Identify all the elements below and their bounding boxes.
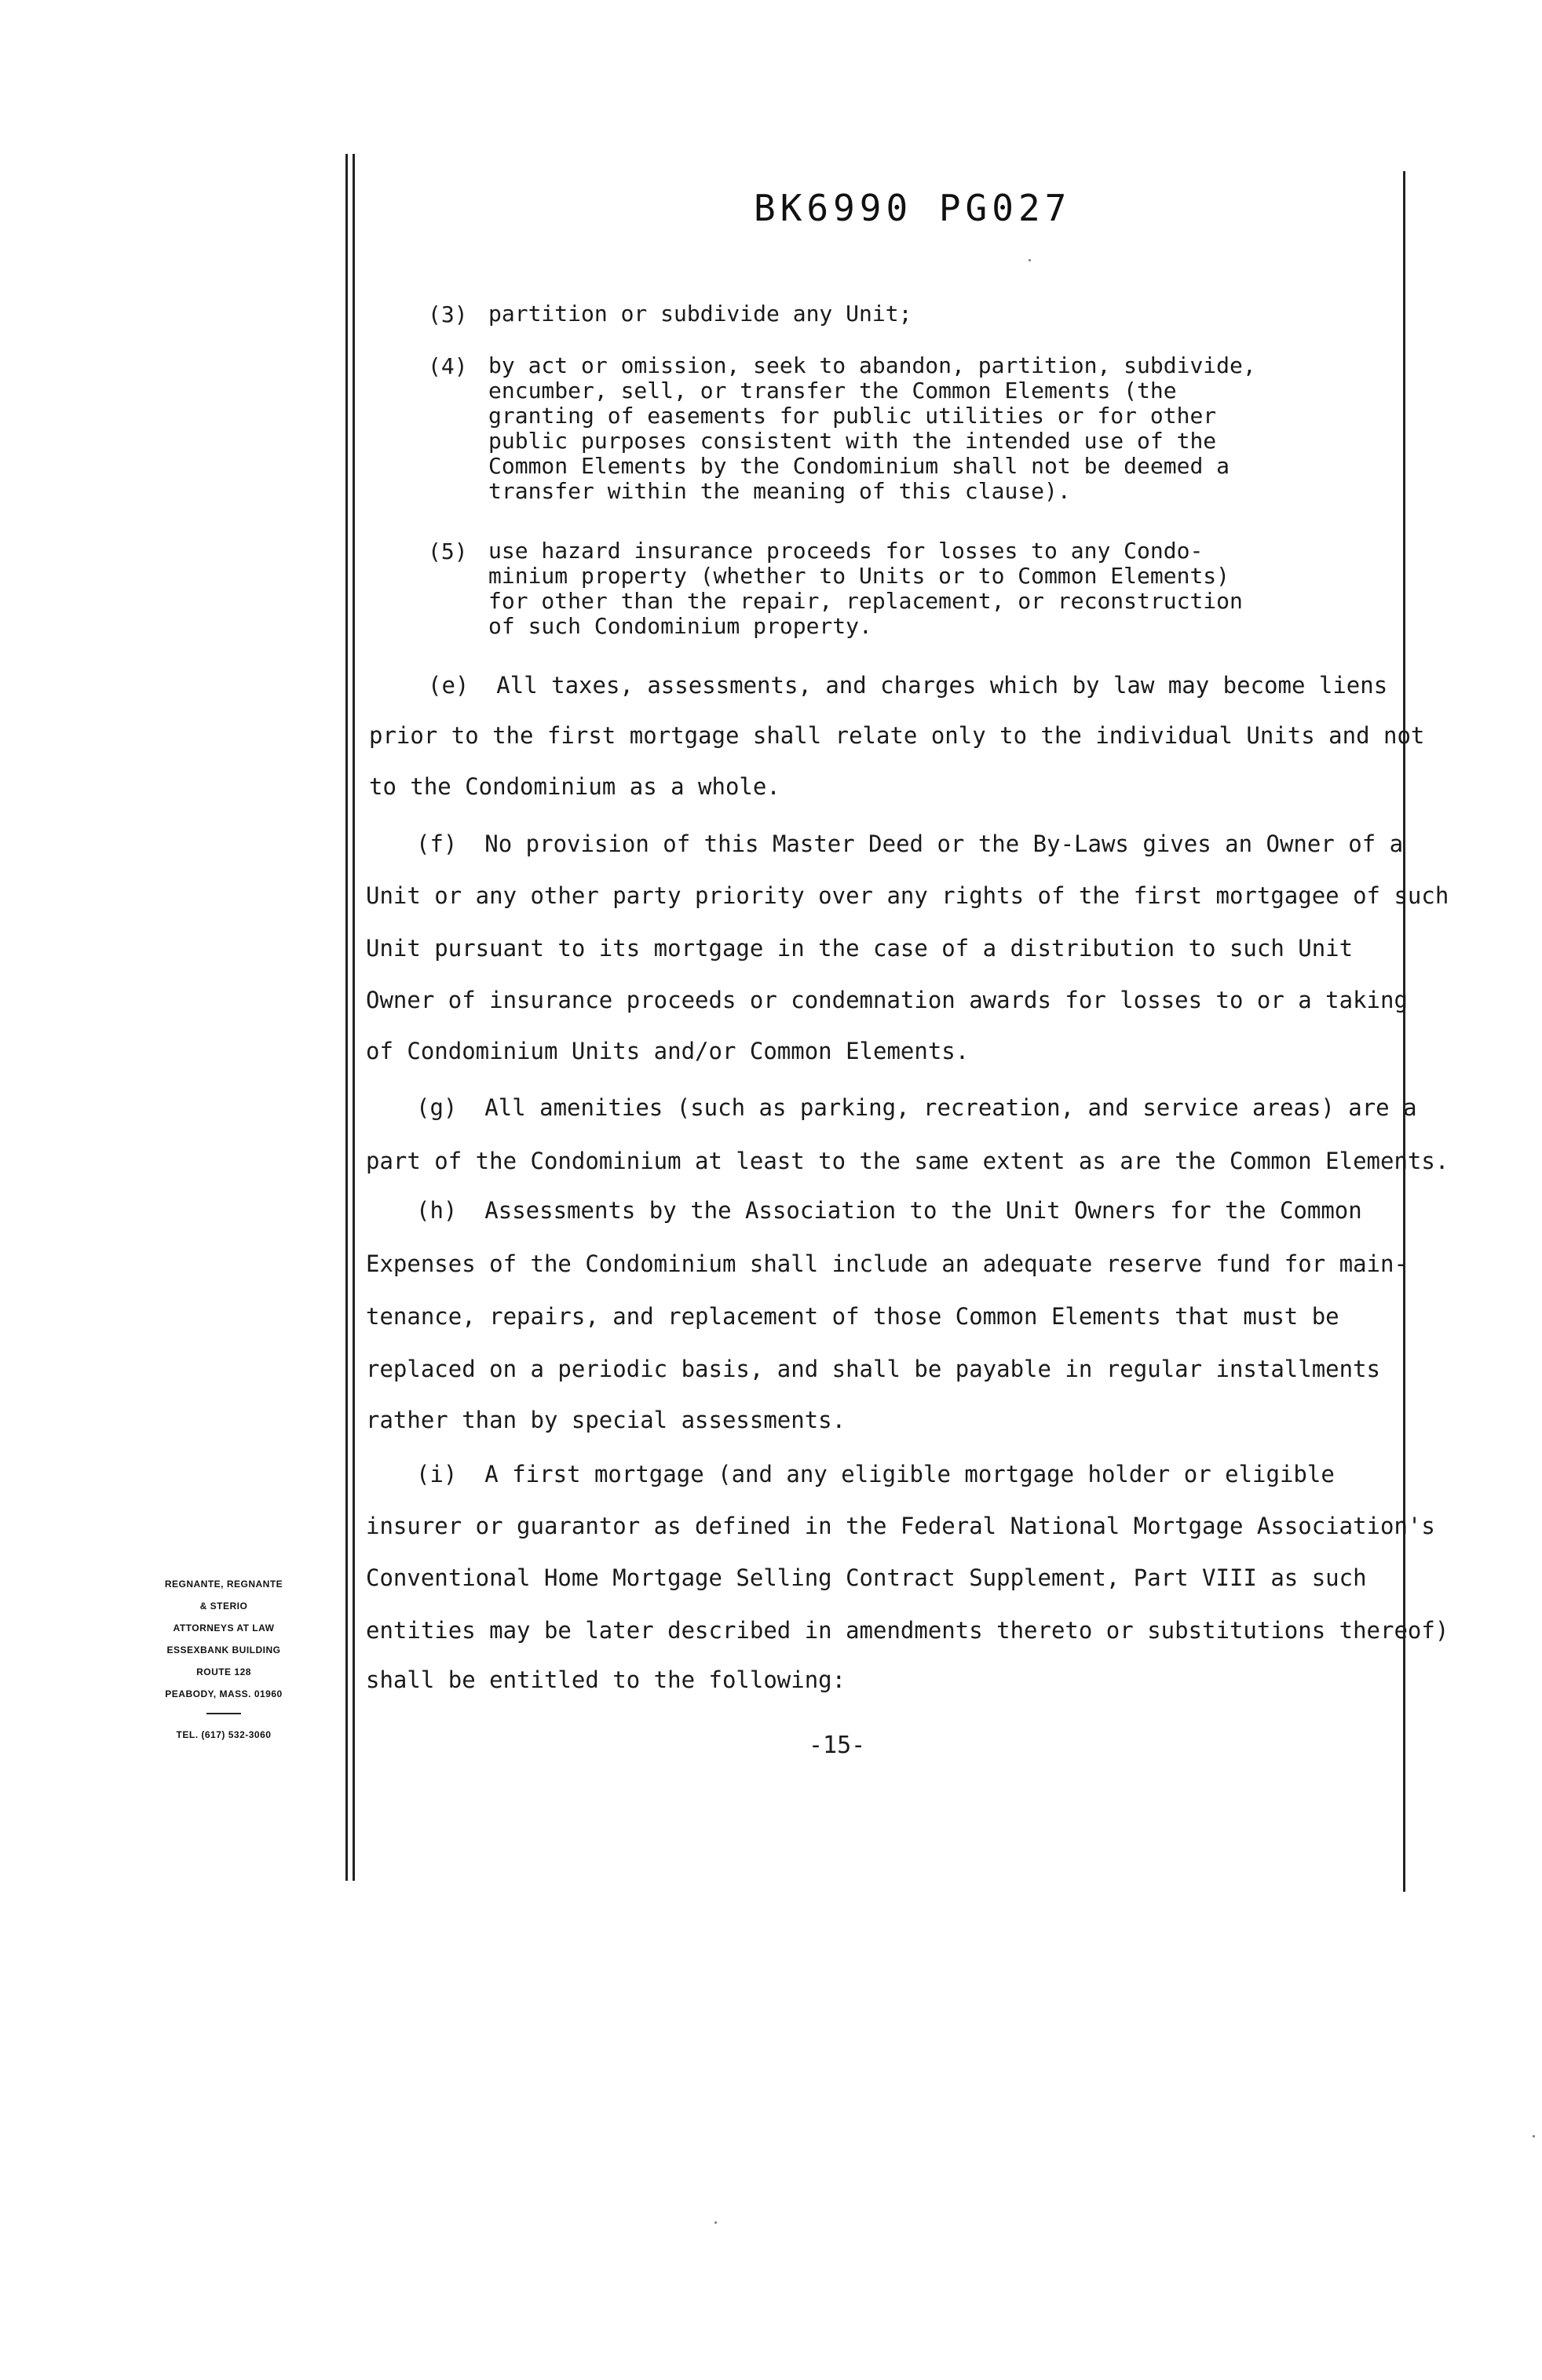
left-margin-rule-inner bbox=[353, 154, 355, 1881]
subclause-number: (3) bbox=[428, 301, 468, 327]
firm-title: ATTORNEYS AT LAW bbox=[173, 1623, 275, 1634]
subclause-text: by act or omission, seek to abandon, partition, subdivide, encumber, sell, or transfer the Common Elements (the granting of easements for public utilities or for other public purposes consistent with the intended use of the Common Elements by the Condominium shall not be deemed a transfer within the meaning of this clause). bbox=[488, 352, 1256, 504]
subclause-number: (5) bbox=[428, 538, 468, 564]
firm-phone: TEL. (617) 532-3060 bbox=[176, 1729, 272, 1740]
scan-speck bbox=[1533, 2135, 1535, 2137]
subclause-text: use hazard insurance proceeds for losses to any Condo- minium property (whether to Units or to Common Elements) for other than the repair, replacement, or reconstruction of such Condominium property. bbox=[488, 538, 1243, 639]
firm-building: ESSEXBANK BUILDING bbox=[166, 1644, 281, 1655]
paragraph-f-line: of Condominium Units and/or Common Elements. bbox=[366, 1038, 970, 1064]
sidebar-divider bbox=[206, 1713, 241, 1714]
paragraph-i-line: (i) A first mortgage (and any eligible mortgage holder or eligible bbox=[416, 1461, 1335, 1488]
paragraph-h-line: rather than by special assessments. bbox=[366, 1407, 846, 1433]
paragraph-f-line: Unit pursuant to its mortgage in the case of a distribution to such Unit bbox=[366, 935, 1354, 962]
firm-name: REGNANTE, REGNANTE bbox=[164, 1579, 283, 1590]
paragraph-i-line: shall be entitled to the following: bbox=[366, 1666, 846, 1693]
firm-route: ROUTE 128 bbox=[196, 1666, 251, 1677]
paragraph-e-line: to the Condominium as a whole. bbox=[369, 773, 780, 800]
left-margin-rule-outer bbox=[345, 154, 348, 1881]
scan-speck bbox=[714, 2221, 717, 2224]
firm-name-cont: & STERIO bbox=[199, 1601, 248, 1612]
paragraph-f-line: Unit or any other party priority over any rights of the first mortgagee of such bbox=[366, 882, 1449, 909]
paragraph-i-line: entities may be later described in amendments thereto or substitutions thereof) bbox=[366, 1617, 1449, 1644]
firm-city: PEABODY, MASS. 01960 bbox=[165, 1688, 283, 1699]
paragraph-h-line: (h) Assessments by the Association to the Unit Owners for the Common bbox=[416, 1197, 1362, 1224]
scan-speck bbox=[1029, 259, 1031, 261]
paragraph-e-line: prior to the first mortgage shall relate only to the individual Units and not bbox=[369, 722, 1425, 749]
page-number: -15- bbox=[809, 1732, 866, 1759]
paragraph-f-line: (f) No provision of this Master Deed or the By-Laws gives an Owner of a bbox=[416, 830, 1404, 857]
paragraph-i-line: insurer or guarantor as defined in the Federal National Mortgage Association's bbox=[366, 1513, 1435, 1539]
paragraph-f-line: Owner of insurance proceeds or condemnation awards for losses to or a taking bbox=[366, 987, 1408, 1013]
paragraph-h-line: replaced on a periodic basis, and shall be payable in regular installments bbox=[366, 1356, 1381, 1382]
paragraph-g-line: part of the Condominium at least to the same extent as are the Common Elements. bbox=[366, 1148, 1449, 1174]
subclause-text: partition or subdivide any Unit; bbox=[488, 301, 912, 327]
book-page-header: BK6990 PG027 bbox=[754, 187, 1072, 229]
paragraph-g-line: (g) All amenities (such as parking, recreation, and service areas) are a bbox=[416, 1094, 1417, 1121]
paragraph-e-line: (e) All taxes, assessments, and charges which by law may become liens bbox=[428, 672, 1388, 699]
paragraph-h-line: Expenses of the Condominium shall include an adequate reserve fund for main- bbox=[366, 1250, 1408, 1277]
law-firm-sidebar bbox=[126, 1573, 322, 1746]
paragraph-h-line: tenance, repairs, and replacement of those Common Elements that must be bbox=[366, 1303, 1339, 1330]
paragraph-i-line: Conventional Home Mortgage Selling Contract Supplement, Part VIII as such bbox=[366, 1564, 1367, 1591]
subclause-number: (4) bbox=[428, 353, 468, 379]
